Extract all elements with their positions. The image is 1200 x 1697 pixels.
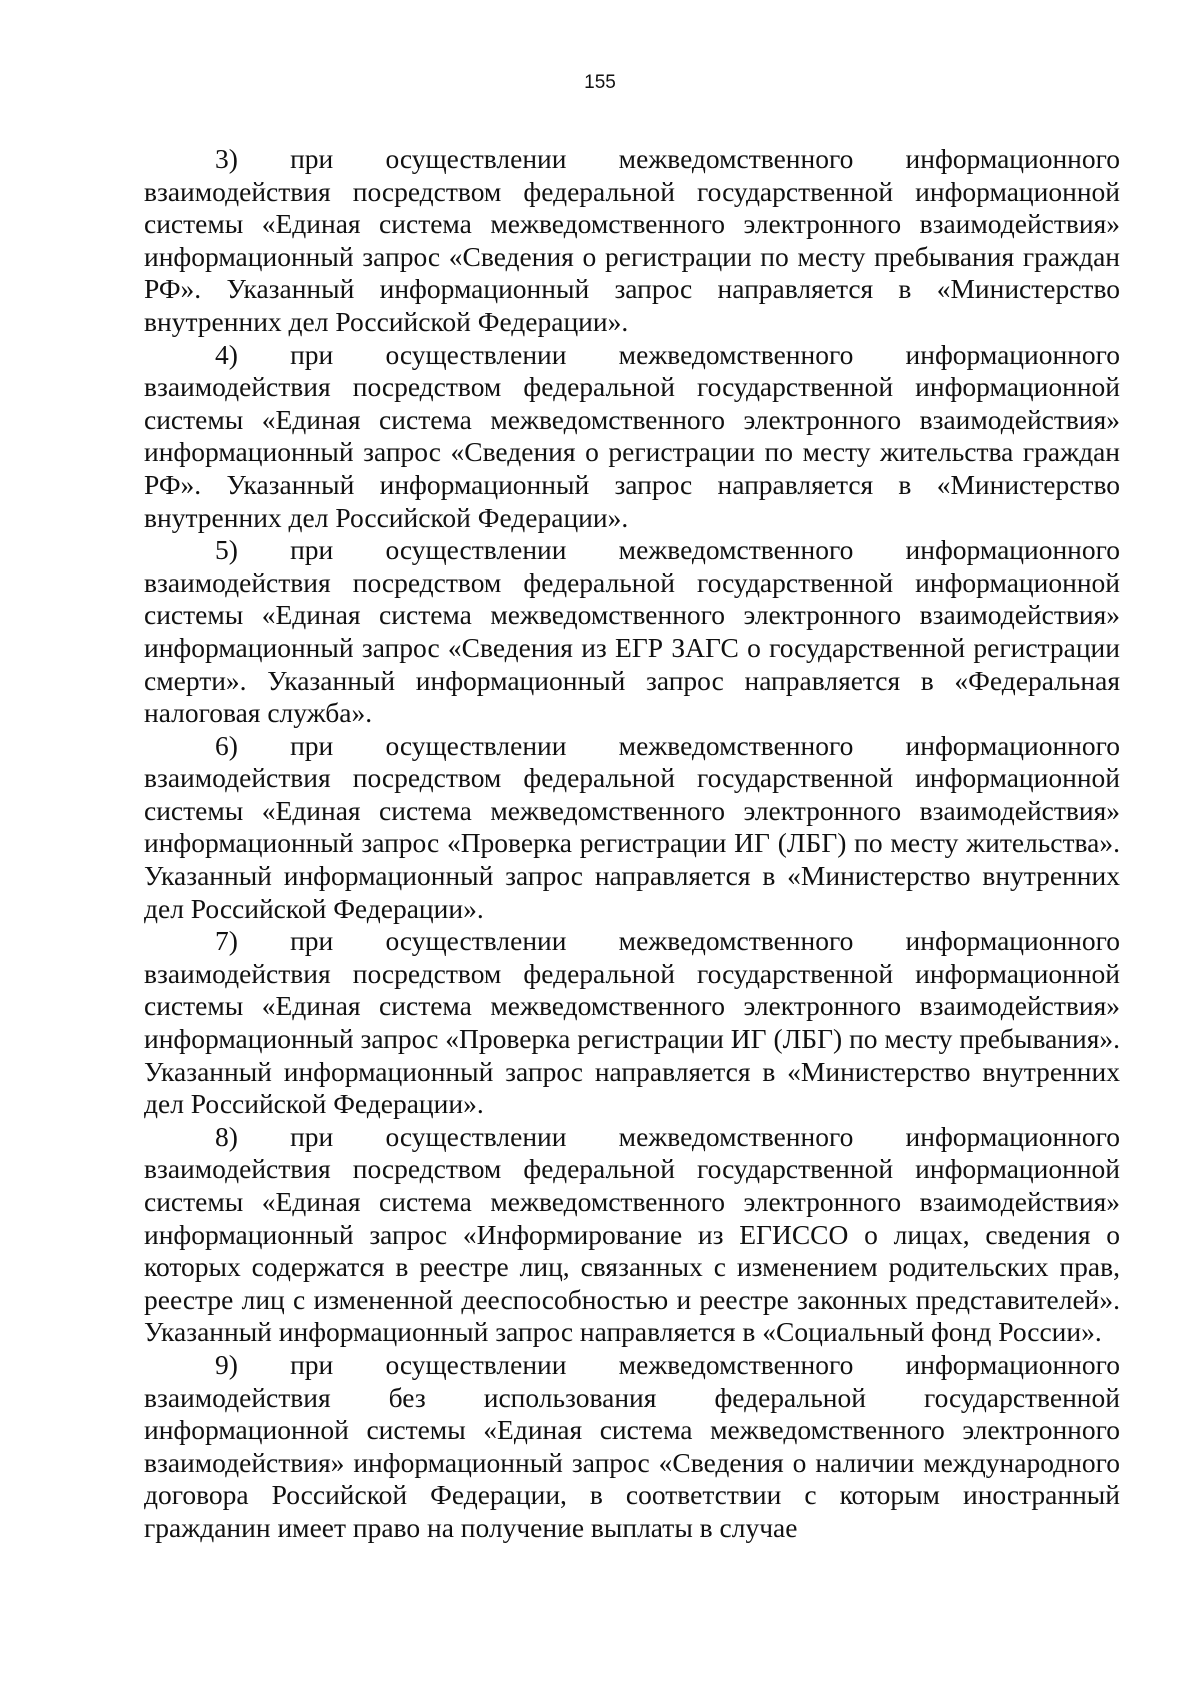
paragraph-item-7: 7) при осуществлении межведомственного информационного взаимодействия посредством федеральной государственной информационной системы «Единая система межведомственного электронного взаимодействия» информационный запрос «Проверка регистрации ИГ (ЛБГ) по месту пребывания». Указанный информационный запрос направляется в «Министерство внутренних дел Российской Федерации». xyxy=(144,925,1120,1120)
paragraph-item-4: 4) при осуществлении межведомственного информационного взаимодействия посредством федеральной государственной информационной системы «Единая система межведомственного электронного взаимодействия» информационный запрос «Сведения о регистрации по месту жительства граждан РФ». Указанный информационный запрос направляется в «Министерство внутренних дел Российской Федерации». xyxy=(144,338,1120,533)
paragraph-item-9: 9) при осуществлении межведомственного информационного взаимодействия без использования федеральной государственной информационной системы «Единая система межведомственного электронного взаимодействия» информационный запрос «Сведения о наличии международного договора Российской Федерации, в соответствии с которым иностранный гражданин имеет право на получение выплаты в случае xyxy=(144,1348,1120,1543)
page-number: 155 xyxy=(584,72,616,93)
paragraph-item-3: 3) при осуществлении межведомственного информационного взаимодействия посредством федеральной государственной информационной системы «Единая система межведомственного электронного взаимодействия» информационный запрос «Сведения о регистрации по месту пребывания граждан РФ». Указанный информационный запрос направляется в «Министерство внутренних дел Российской Федерации». xyxy=(144,143,1120,337)
paragraph-item-6: 6) при осуществлении межведомственного информационного взаимодействия посредством федеральной государственной информационной системы «Единая система межведомственного электронного взаимодействия» информационный запрос «Проверка регистрации ИГ (ЛБГ) по месту жительства». Указанный информационный запрос направляется в «Министерство внутренних дел Российской Федерации». xyxy=(144,729,1120,924)
paragraph-item-5: 5) при осуществлении межведомственного информационного взаимодействия посредством федеральной государственной информационной системы «Единая система межведомственного электронного взаимодействия» информационный запрос «Сведения из ЕГР ЗАГС о государственной регистрации смерти». Указанный информационный запрос направляется в «Федеральная налоговая служба». xyxy=(144,534,1120,729)
paragraph-item-8: 8) при осуществлении межведомственного информационного взаимодействия посредством федеральной государственной информационной системы «Единая система межведомственного электронного взаимодействия» информационный запрос «Информирование из ЕГИССО о лицах, сведения о которых содержатся в реестре лиц, связанных с изменением родительских прав, реестре лиц с измененной дееспособностью и реестре законных представителей». Указанный информационный запрос направляется в «Социальный фонд России». xyxy=(144,1120,1120,1348)
document-body xyxy=(144,143,1120,1545)
